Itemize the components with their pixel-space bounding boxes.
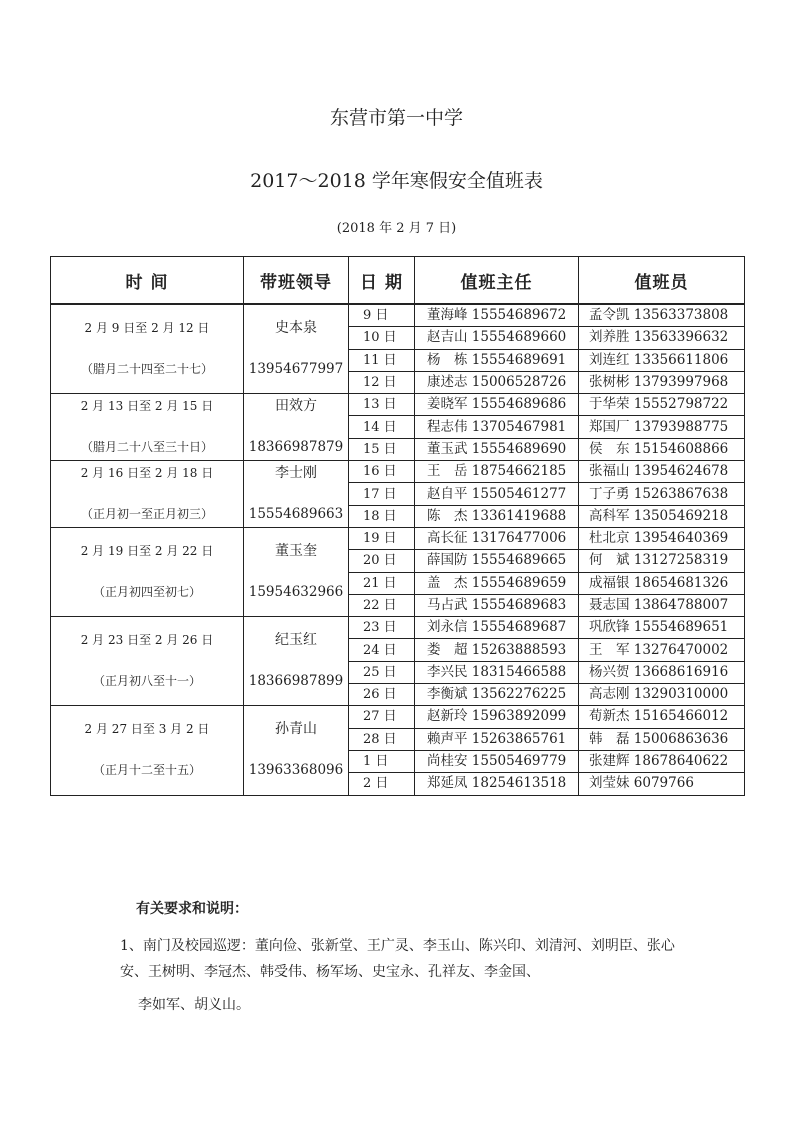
day-cell: 12 日 [349,371,415,393]
staff-cell: 刘连红 13356611806 [579,349,745,371]
director-cell: 刘永信 15554689687 [415,617,579,639]
day-cell: 15 日 [349,438,415,460]
leader-name: 董玉奎 [275,543,317,560]
period-range: 2 月 27 日至 3 月 2 日 [84,722,210,737]
director-cell: 陈 杰 13361419688 [415,505,579,527]
period-cell [51,527,244,616]
director-cell: 赖声平 15263865761 [415,728,579,750]
leader-phone: 15954632966 [248,584,344,601]
leader-cell [244,394,349,461]
staff-cell: 张福山 13954624678 [579,461,745,483]
leader-phone: 13954677997 [248,361,344,378]
director-cell: 赵自平 15505461277 [415,483,579,505]
day-cell: 25 日 [349,661,415,683]
staff-cell: 巩欣锋 15554689651 [579,617,745,639]
date-note: (2018 年 2 月 7 日) [336,221,457,236]
day-cell: 21 日 [349,572,415,594]
staff-cell: 王 军 13276470002 [579,639,745,661]
staff-cell: 杨兴贺 13668616916 [579,661,745,683]
col-header-leader: 带班领导 [244,257,349,305]
day-cell: 16 日 [349,461,415,483]
table-row [51,706,745,728]
day-cell: 9 日 [349,304,415,327]
director-cell: 董玉武 15554689690 [415,438,579,460]
day-cell: 27 日 [349,706,415,728]
leader-name: 孙青山 [275,721,317,738]
director-cell: 娄 超 15263888593 [415,639,579,661]
day-cell: 24 日 [349,639,415,661]
staff-cell: 杜北京 13954640369 [579,527,745,549]
table-row [51,527,745,549]
day-cell: 2 日 [349,773,415,795]
day-cell: 20 日 [349,550,415,572]
day-cell: 14 日 [349,416,415,438]
leader-name: 李士刚 [275,465,317,482]
staff-cell: 高志刚 13290310000 [579,684,745,706]
director-cell: 董海峰 15554689672 [415,304,579,327]
director-cell: 赵新玲 15963892099 [415,706,579,728]
director-cell: 姜晓军 15554689686 [415,394,579,416]
col-header-time: 时 间 [51,257,244,305]
table-row [51,304,745,327]
day-cell: 23 日 [349,617,415,639]
director-cell: 薛国防 15554689665 [415,550,579,572]
director-cell: 马占武 15554689683 [415,594,579,616]
period-range: 2 月 19 日至 2 月 22 日 [80,544,214,559]
leader-phone: 13963368096 [248,762,344,779]
col-header-date: 日 期 [349,257,415,305]
leader-name: 史本泉 [275,320,317,337]
period-cell [51,461,244,528]
leader-phone: 18366987879 [248,439,344,456]
director-cell: 杨 栋 15554689691 [415,349,579,371]
director-cell: 尚桂安 15505469779 [415,750,579,772]
staff-cell: 郑国厂 13793988775 [579,416,745,438]
leader-cell [244,617,349,706]
leader-phone: 18366987899 [248,673,344,690]
leader-cell [244,706,349,795]
staff-cell: 丁子勇 15263867638 [579,483,745,505]
period-cell [51,617,244,706]
staff-cell: 张建辉 18678640622 [579,750,745,772]
period-cell [51,394,244,461]
table-header-row [51,257,745,305]
staff-cell: 韩 磊 15006863636 [579,728,745,750]
day-cell: 26 日 [349,684,415,706]
page-title: 2017～2018 学年寒假安全值班表 [250,170,543,192]
period-lunar: （正月初一至正月初三） [80,507,213,522]
table-row [51,461,745,483]
leader-phone: 15554689663 [248,506,344,523]
day-cell: 18 日 [349,505,415,527]
staff-cell: 高科军 13505469218 [579,505,745,527]
day-cell: 17 日 [349,483,415,505]
period-cell [51,706,244,795]
duty-table [50,256,745,796]
notes-item-1-tail: 李如军、胡义山。 [138,997,250,1013]
leader-cell [244,461,349,528]
notes-heading: 有关要求和说明： [136,901,248,917]
staff-cell: 侯 东 15154608866 [579,438,745,460]
director-cell: 康述志 15006528726 [415,371,579,393]
notes-item-1: 1、南门及校园巡逻：董向俭、张新堂、王广灵、李玉山、陈兴印、刘清河、刘明臣、张心安、王树明、李冠杰、韩受伟、杨军场、史宝永、孔祥友、李金国、 [120,938,675,980]
staff-cell: 孟令凯 13563373808 [579,304,745,327]
period-range: 2 月 16 日至 2 月 18 日 [80,466,214,481]
leader-cell [244,304,349,394]
table-row [51,617,745,639]
col-header-director: 值班主任 [415,257,579,305]
period-lunar: （正月初四至初七） [92,585,201,600]
day-cell: 22 日 [349,594,415,616]
staff-cell: 刘莹妹 6079766 [579,773,745,795]
staff-cell: 于华荣 15552798722 [579,394,745,416]
day-cell: 13 日 [349,394,415,416]
period-cell [51,304,244,394]
director-cell: 李兴民 18315466588 [415,661,579,683]
day-cell: 19 日 [349,527,415,549]
staff-cell: 荀新杰 15165466012 [579,706,745,728]
period-range: 2 月 23 日至 2 月 26 日 [80,633,214,648]
day-cell: 28 日 [349,728,415,750]
period-lunar: （正月十二至十五） [92,763,201,778]
director-cell: 程志伟 13705467981 [415,416,579,438]
period-lunar: （腊月二十八至三十日） [80,440,213,455]
director-cell: 盖 杰 15554689659 [415,572,579,594]
director-cell: 郑延凤 18254613518 [415,773,579,795]
period-range: 2 月 13 日至 2 月 15 日 [80,399,214,414]
leader-name: 纪玉红 [275,632,317,649]
day-cell: 10 日 [349,327,415,349]
leader-cell [244,527,349,616]
staff-cell: 刘养胜 13563396632 [579,327,745,349]
col-header-staff: 值班员 [579,257,745,305]
period-lunar: （腊月二十四至二十七） [80,362,213,377]
school-name: 东营市第一中学 [329,107,463,129]
director-cell: 赵吉山 15554689660 [415,327,579,349]
period-lunar: （正月初八至十一） [92,674,201,689]
table-row [51,394,745,416]
leader-name: 田效方 [275,398,317,415]
staff-cell: 成福银 18654681326 [579,572,745,594]
staff-cell: 聂志国 13864788007 [579,594,745,616]
day-cell: 11 日 [349,349,415,371]
director-cell: 高长征 13176477006 [415,527,579,549]
staff-cell: 何 斌 13127258319 [579,550,745,572]
day-cell: 1 日 [349,750,415,772]
director-cell: 李衡斌 13562276225 [415,684,579,706]
director-cell: 王 岳 18754662185 [415,461,579,483]
period-range: 2 月 9 日至 2 月 12 日 [84,321,210,336]
staff-cell: 张树彬 13793997968 [579,371,745,393]
